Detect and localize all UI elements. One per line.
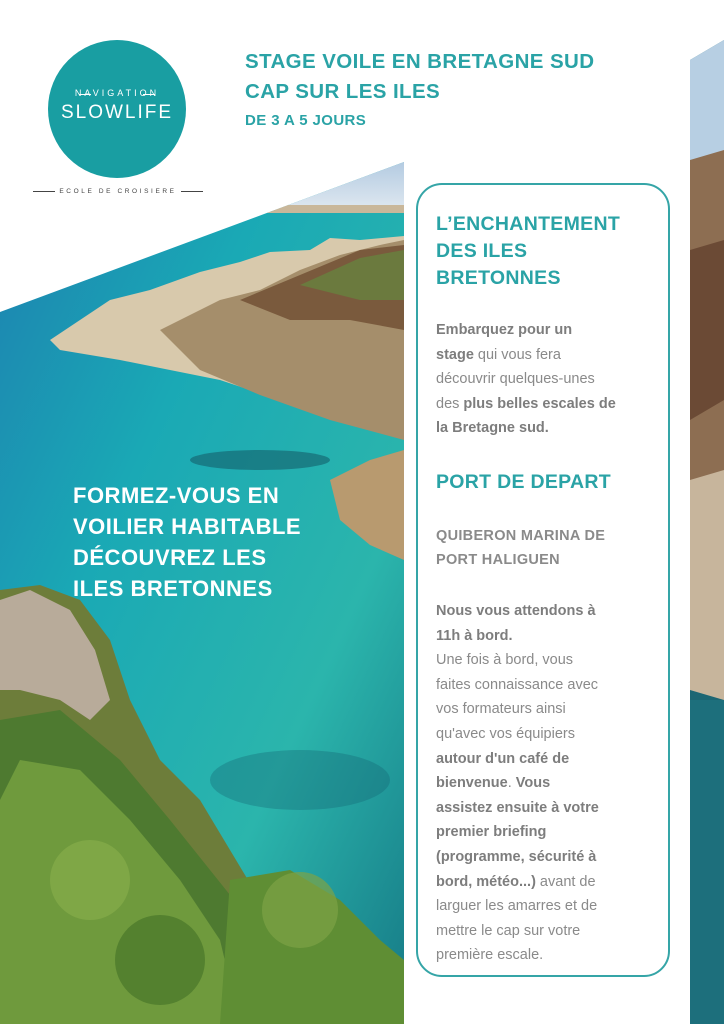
overlay-line: DÉCOUVREZ LES bbox=[73, 545, 267, 570]
body-text: première escale. bbox=[436, 947, 544, 964]
body-text: faites connaissance avec bbox=[436, 676, 599, 693]
page-title-line1: STAGE VOILE EN BRETAGNE SUD bbox=[245, 50, 595, 73]
body-bold: assistez ensuite à votre bbox=[436, 799, 599, 816]
intro-text: des bbox=[436, 395, 464, 412]
page-title-line2: CAP SUR LES ILES bbox=[245, 80, 441, 103]
intro-bold: Embarquez pour un bbox=[436, 322, 573, 338]
body-bold: premier briefing bbox=[436, 824, 547, 841]
intro-bold: stage bbox=[436, 346, 474, 363]
section-title-line: L’ENCHANTEMENT bbox=[436, 213, 621, 235]
logo-line2: SLOWLIFE bbox=[60, 102, 174, 123]
intro-bold: la Bretagne sud. bbox=[436, 420, 549, 437]
body-bold: (programme, sécurité à bbox=[436, 848, 597, 865]
body-text: mettre le cap sur votre bbox=[436, 922, 581, 939]
overlay-line: ILES BRETONNES bbox=[73, 576, 273, 601]
logo-dash-right bbox=[143, 94, 155, 95]
section-title-line: BRETONNES bbox=[436, 267, 561, 289]
body-text: vos formateurs ainsi bbox=[436, 701, 566, 718]
logo-tagline: ECOLE DE CROISIERE bbox=[26, 188, 210, 195]
info-card bbox=[416, 183, 670, 977]
body-bold: autour d'un café de bbox=[436, 750, 570, 767]
page-subtitle: DE 3 A 5 JOURS bbox=[245, 112, 367, 129]
section-title-port: PORT DE DEPART bbox=[436, 471, 612, 493]
body-bold: bienvenue bbox=[436, 775, 508, 792]
port-line: QUIBERON MARINA DE bbox=[436, 528, 606, 544]
body-text: avant de bbox=[535, 873, 596, 890]
port-name bbox=[436, 524, 658, 572]
body-bold: Nous vous attendons à bbox=[436, 603, 596, 619]
body-text: qu'avec vos équipiers bbox=[436, 725, 575, 742]
logo-line1: NAVIGATION bbox=[74, 88, 160, 98]
body-bold: bord, météo...) bbox=[436, 873, 536, 890]
body-text: . bbox=[507, 775, 516, 792]
intro-bold: plus belles escales de bbox=[463, 395, 616, 412]
body-bold: 11h à bord. bbox=[436, 627, 513, 644]
intro-paragraph bbox=[436, 318, 658, 441]
section-title-enchantement bbox=[436, 211, 620, 292]
logo[interactable] bbox=[48, 40, 186, 178]
body-bold: Vous bbox=[515, 775, 551, 792]
overlay-line: FORMEZ-VOUS EN bbox=[73, 483, 280, 508]
arrival-paragraph bbox=[436, 599, 658, 968]
overlay-headline bbox=[73, 480, 393, 604]
overlay-line: VOILIER HABITABLE bbox=[73, 514, 302, 539]
intro-text: découvrir quelques-unes bbox=[436, 371, 595, 388]
port-line: PORT HALIGUEN bbox=[436, 552, 560, 568]
section-title-line: DES ILES bbox=[436, 240, 528, 262]
body-text: larguer les amarres et de bbox=[436, 898, 598, 915]
body-text: Une fois à bord, vous bbox=[436, 652, 574, 669]
intro-text: qui vous fera bbox=[473, 346, 561, 363]
